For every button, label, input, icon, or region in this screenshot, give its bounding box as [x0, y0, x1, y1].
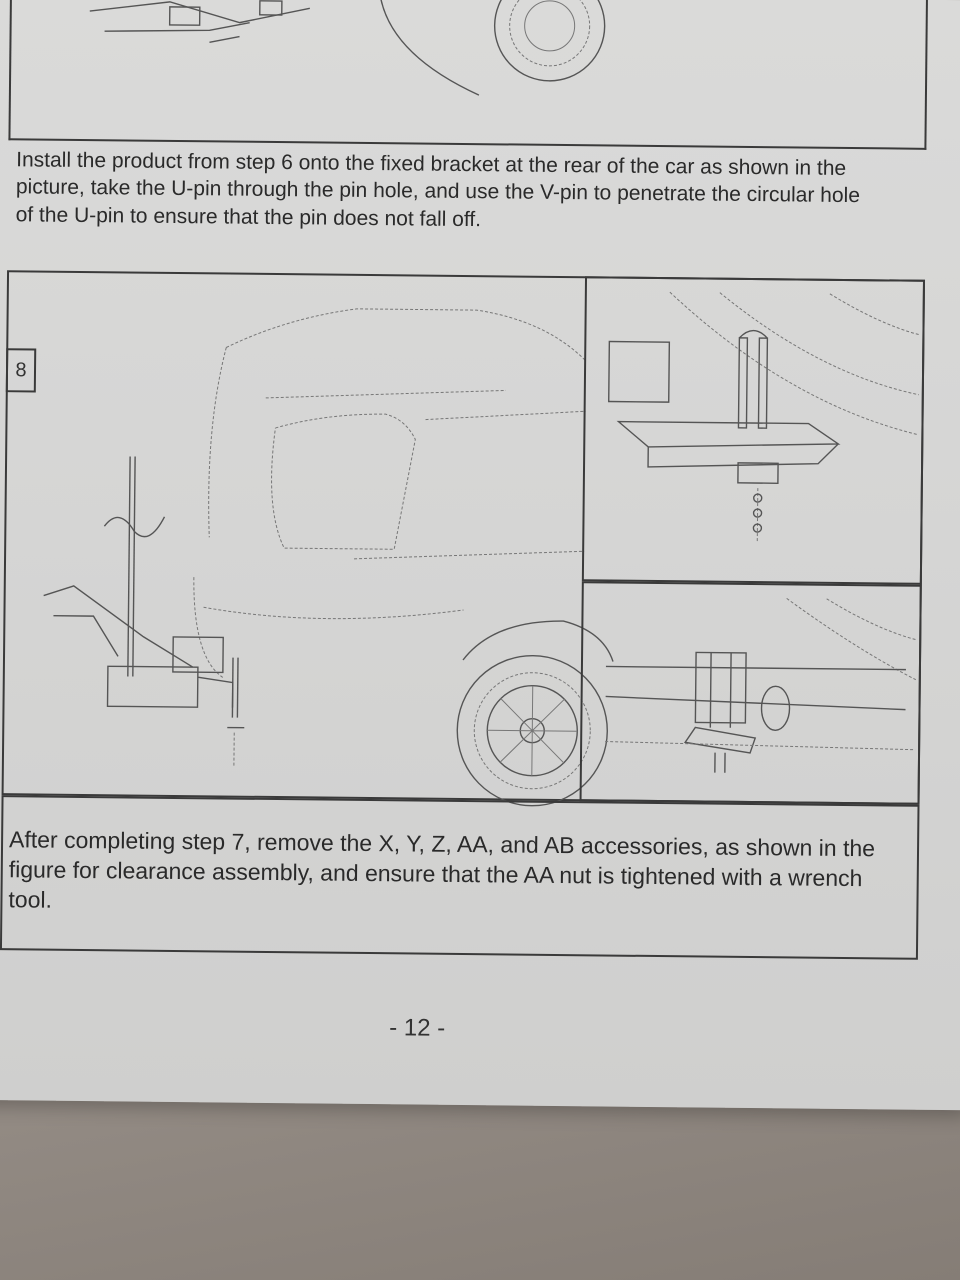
- step7-instruction: Install the product from step 6 onto the fixed bracket at the rear of the car as shown in the picture, take the U-pin through the pin hole, and use the V-pin to penetrate the circular hole of the U-pin to ensure that the pin does not fall off.: [15, 148, 861, 231]
- step-number: 8: [15, 358, 27, 381]
- previous-step-illustration: [9, 0, 928, 140]
- hitch-pin-detail: [587, 281, 920, 579]
- clamp-detail: [585, 586, 917, 799]
- step8-instruction: After completing step 7, remove the X, Y, Z, AA, and AB accessories, as shown in the figure for clearance assembly, and ensure that the AA nut is tightened with a wrench tool.: [8, 826, 876, 913]
- car-rear-illustration: [22, 275, 617, 801]
- page-number: - 12 -: [389, 1014, 446, 1042]
